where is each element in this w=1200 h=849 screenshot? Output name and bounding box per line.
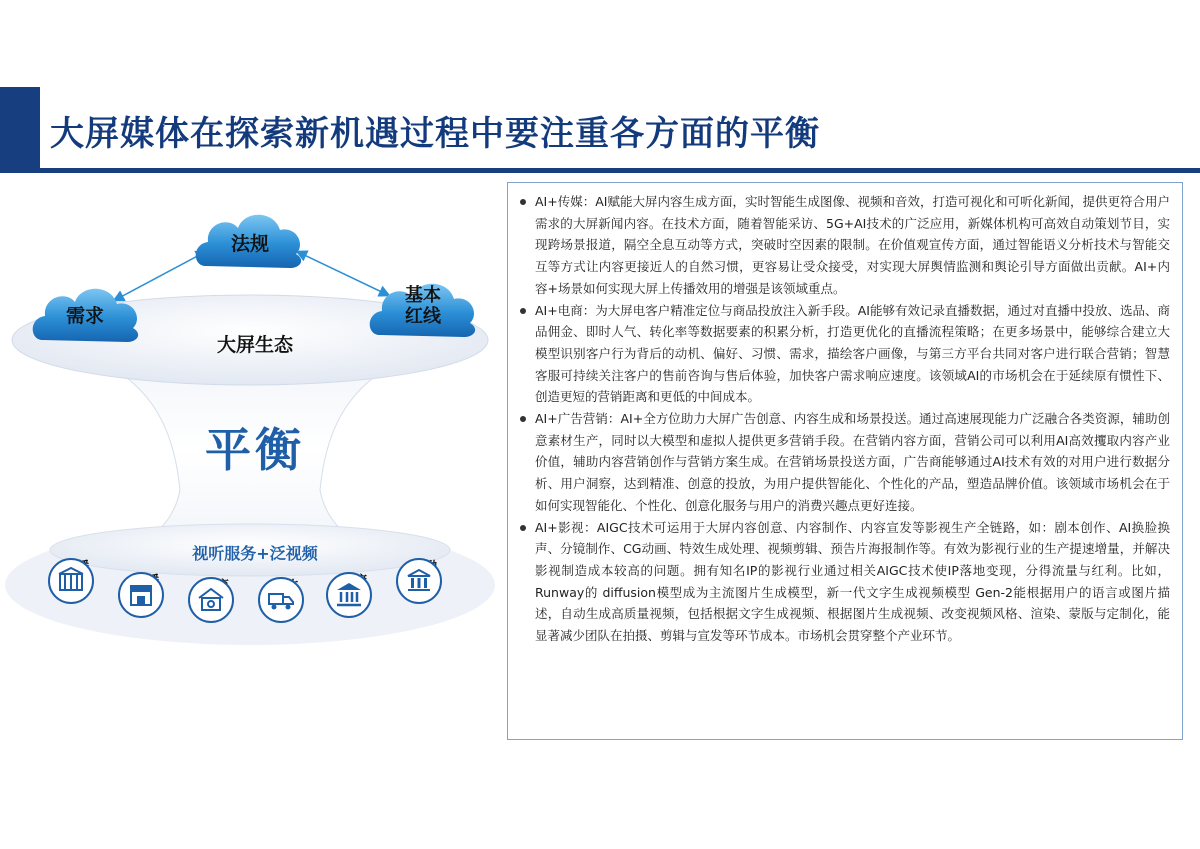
cloud-redline-line1: 基本 <box>405 285 441 306</box>
balance-label: 平衡 <box>205 423 305 477</box>
sector-government <box>325 571 385 592</box>
ecosystem-diagram <box>0 190 500 670</box>
bullet-dot <box>520 308 526 314</box>
school-icon <box>187 576 235 624</box>
sector-live <box>47 557 107 578</box>
delivery-icon <box>257 576 305 624</box>
bullet-ai-film <box>518 517 1170 647</box>
bullet-text: AI+影视：AIGC技术可运用于大屏内容创意、内容制作、内容宣发等影视生产全链路，如：剧本创作、AI换脸换声、分镜制作、CG动画、特效生成处理、视频剪辑、预告片海报制作等。有效为影视行业的生产提速增量，并解决影视制造成本较高的问题。拥有知名IP的影视行业通过相关AIGC技术使IP落地变现，分得流量与红利。比如，Runway的 diffusion模型成为主流图片生成模型，新一代文字生成视频模型 Gen-2能根据用户的语言或图片描述，自动生成高质量视频，包括根据文字生成视频、根据图片生成视频、改变视频风格、渲染、蒙版与定制化，能显著减少团队在拍摄、剪辑与宣发等环节成本。市场机会贯穿整个产业环节。 <box>535 519 1170 644</box>
cloud-redline-label <box>378 286 468 327</box>
av-service-label: 视听服务+泛视频 <box>192 544 318 563</box>
sector-finance <box>395 557 455 578</box>
cloud-demand-label: 需求 <box>65 305 104 327</box>
bullet-text: AI+传媒：AI赋能大屏内容生成方面，实时智能生成图像、视频和音效，打造可视化和可听化新闻，提供更符合用户需求的大屏新闻内容。在技术方面，随着智能采访、5G+AI技术的广泛应用，新媒体机构可高效自动策划节目，实现跨场景报道，隔空全息互动等方式，突破时空因素的限制。在价值观宣传方面，通过智能语义分析技术与智能交互等方式让内容更接近人的自然习惯，更容易让受众接受，对实现大屏舆情监测和舆论引导方面做出贡献。AI+内容+场景如何实现大屏上传播效用的增强是该领域重点。 <box>535 194 1170 296</box>
bullet-dot <box>520 525 526 531</box>
sector-vod <box>117 571 177 592</box>
arrow-law-demand <box>115 252 205 300</box>
title-underline <box>40 168 1200 173</box>
bullet-dot <box>520 416 526 422</box>
cloud-redline-line2: 红线 <box>405 305 441 327</box>
bullet-text: AI+广告营销：AI+全方位助力大屏广告创意、内容生成和场景投送。通过高速展现能力广泛融合各类资源，辅助创意素材生产，同时以大模型和虚拟人提供更多营销手段。在营销内容方面，营销公司可以利用AI高效攫取内容产业价值，辅助内容营销创作与营销方案生成。在营销场景投送方面，广告商能够通过AI技术有效的对用户进行数据分析、用户洞察，达到精准、创意的投放，为用户提供智能化、个性化的产品，塑造品牌价值。该领域市场机会在于如何实现智能化、个性化、创意化服务与用户的消费兴趣点更好连接。 <box>535 411 1170 513</box>
ecosystem-label: 大屏生态 <box>216 334 293 356</box>
bank-icon <box>395 557 443 605</box>
title-accent-bar <box>0 87 40 173</box>
bullet-ai-advertising <box>518 408 1170 517</box>
building-icon <box>47 557 95 605</box>
sector-education <box>187 576 247 597</box>
bullet-ai-media <box>518 191 1170 300</box>
bullet-dot <box>520 199 526 205</box>
cloud-law-label: 法规 <box>230 233 269 255</box>
bullet-ai-ecommerce <box>518 300 1170 409</box>
storefront-icon <box>117 571 165 619</box>
government-icon <box>325 571 373 619</box>
bullet-text: AI+电商：为大屏电客户精准定位与商品投放注入新手段。AI能够有效记录直播数据，通过对直播中投放、选品、商品佣金、即时人气、转化率等数据要素的积累分析，打造更优化的直播流程策略；在更多场景中，能够综合建立大模型识别客户行为背后的动机、偏好、习惯、需求，描绘客户画像，与第三方平台共同对客户进行联合营销；智慧客服可持续关注客户的售前咨询与售后体验，加快客户需求响应速度。该领域AI的市场机会在于延续原有惯性下、创造更短的营销距离和更低的中间成本。 <box>535 302 1170 405</box>
analysis-panel <box>507 182 1183 740</box>
sector-livelihood <box>257 576 317 597</box>
arrow-law-redline <box>298 252 388 295</box>
page-title: 大屏媒体在探索新机遇过程中要注重各方面的平衡 <box>50 114 820 154</box>
